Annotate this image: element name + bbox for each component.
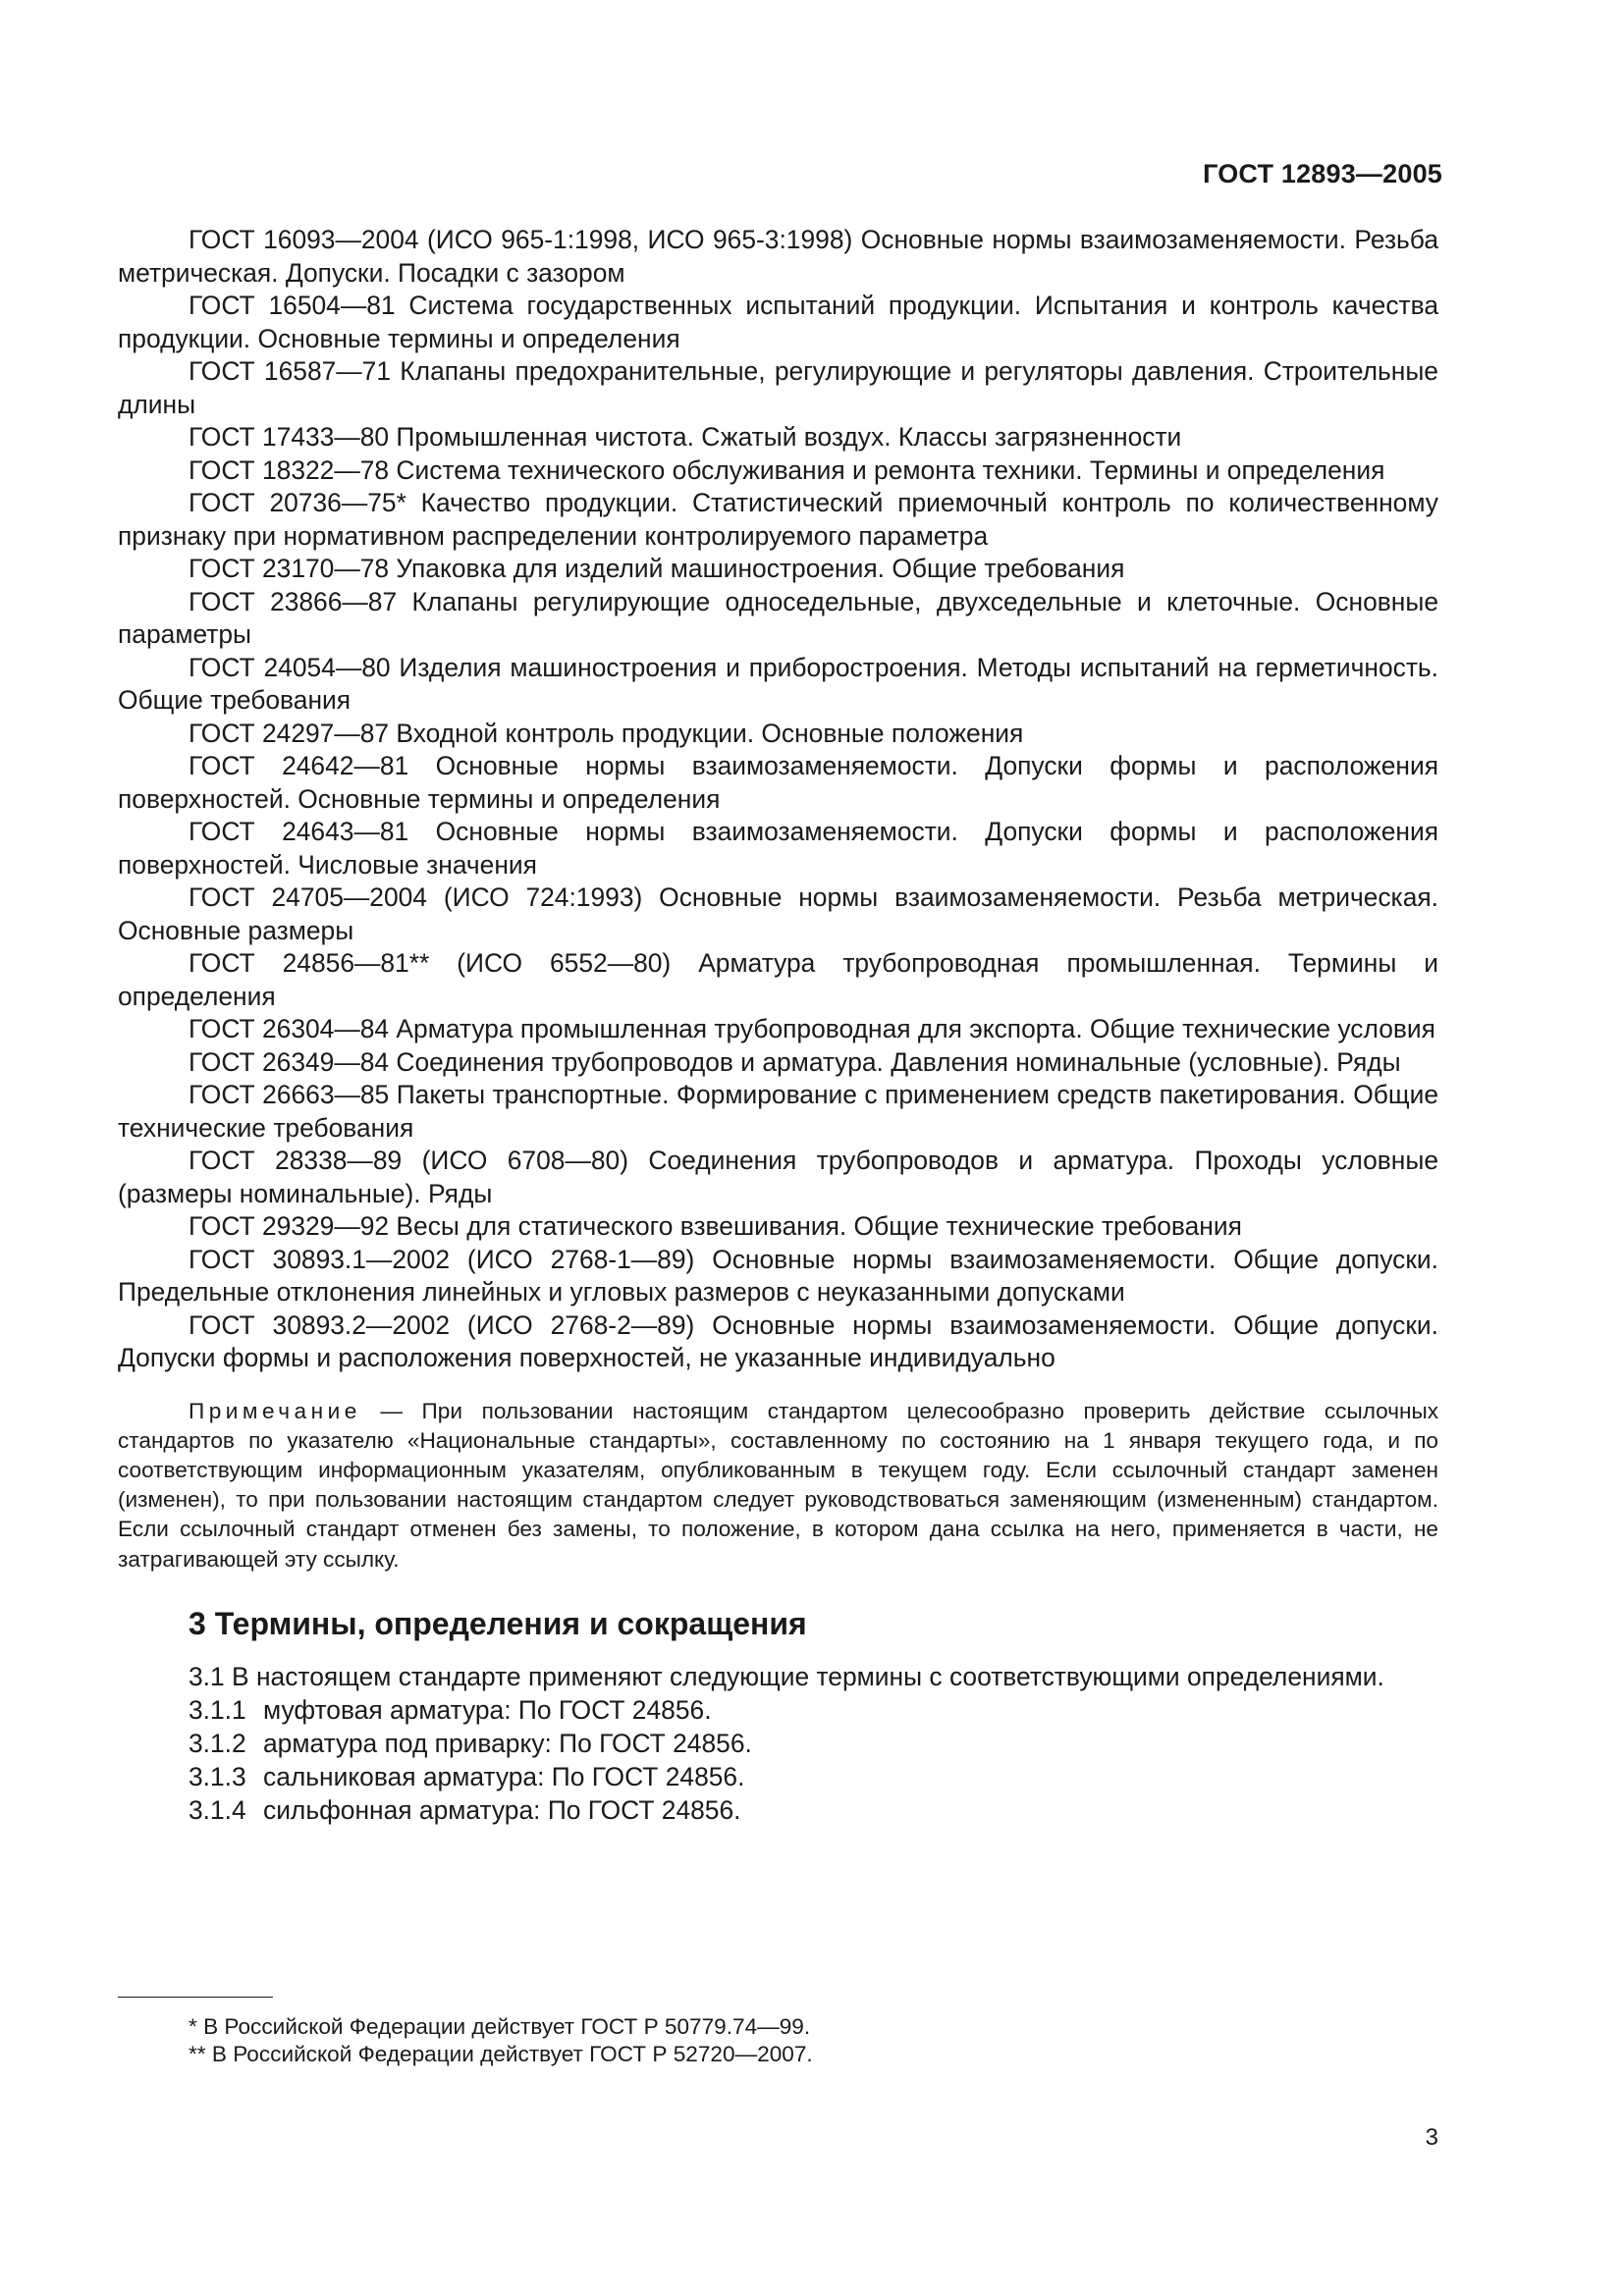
section-heading: 3 Термины, определения и сокращения bbox=[189, 1605, 807, 1641]
reference-item: ГОСТ 30893.1—2002 (ИСО 2768-1—89) Основные нормы взаимозаменяемости. Общие допуски. Предельные отклонения линейных и угловых размеров с неуказанными допусками bbox=[118, 1244, 1438, 1307]
note-text: — При пользовании настоящим стандартом целесообразно проверить действие ссылочных стандартов по указателю «Национальные стандарты», составленному по состоянию на 1 января текущего года, и по соответствующим информационным указателям, опубликованным в текущем году. Если ссылочный стандарт заменен (изменен), то при пользовании настоящим стандартом следует руководствоваться заменяющим (измененным) стандартом. Если ссылочный стандарт отменен без замены, то положение, в котором дана ссылка на него, применяется в части, не затрагивающей эту ссылку. bbox=[118, 1398, 1438, 1572]
reference-item: ГОСТ 28338—89 (ИСО 6708—80) Соединения трубопроводов и арматура. Проходы условные (размеры номинальные). Ряды bbox=[118, 1146, 1438, 1208]
page-number: 3 bbox=[1425, 2124, 1438, 2151]
term-number: 3.1.4 bbox=[189, 1795, 246, 1826]
term-item bbox=[118, 1793, 1438, 1827]
reference-item: ГОСТ 24054—80 Изделия машиностроения и приборостроения. Методы испытаний на герметичность. Общие требования bbox=[118, 652, 1438, 715]
reference-item: ГОСТ 26663—85 Пакеты транспортные. Формирование с применением средств пакетирования. Общие технические требования bbox=[118, 1080, 1438, 1143]
note-label: Примечание bbox=[189, 1398, 361, 1423]
reference-item: ГОСТ 30893.2—2002 (ИСО 2768-2—89) Основные нормы взаимозаменяемости. Общие допуски. Допуски формы и расположения поверхностей, не указанные индивидуально bbox=[118, 1309, 1438, 1372]
footnote-item: * В Российской Федерации действует ГОСТ Р 50779.74—99. bbox=[189, 2014, 811, 2039]
reference-item: ГОСТ 23170—78 Упаковка для изделий машиностроения. Общие требования bbox=[189, 554, 1125, 583]
footnotes bbox=[189, 2013, 813, 2068]
terms-list bbox=[118, 1693, 1438, 1827]
term-item bbox=[118, 1693, 1438, 1727]
reference-item: ГОСТ 26349—84 Соединения трубопроводов и арматура. Давления номинальные (условные). Ряды bbox=[189, 1046, 1401, 1077]
reference-item: ГОСТ 24643—81 Основные нормы взаимозаменяемости. Допуски формы и расположения поверхностей. Числовые значения bbox=[118, 817, 1438, 880]
section-intro-paragraph: 3.1 В настоящем стандарте применяют следующие термины с соответствующими определениями. bbox=[189, 1661, 1384, 1691]
reference-item: ГОСТ 16587—71 Клапаны предохранительные, регулирующие и регуляторы давления. Строительные длины bbox=[118, 356, 1438, 419]
term-text: муфтовая арматура: По ГОСТ 24856. bbox=[263, 1695, 712, 1726]
term-item bbox=[118, 1727, 1438, 1760]
reference-item: ГОСТ 18322—78 Система технического обслуживания и ремонта техники. Термины и определения bbox=[189, 454, 1385, 485]
document-code-header: ГОСТ 12893—2005 bbox=[1203, 159, 1442, 188]
reference-item: ГОСТ 24297—87 Входной контроль продукции. Основные положения bbox=[189, 718, 1024, 748]
term-number: 3.1.2 bbox=[189, 1729, 246, 1759]
term-text: сальниковая арматура: По ГОСТ 24856. bbox=[263, 1762, 745, 1792]
normative-references-list bbox=[118, 224, 1438, 1375]
reference-item: ГОСТ 20736—75* Качество продукции. Статистический приемочный контроль по количественному признаку при нормативном распределении контролируемого параметра bbox=[118, 488, 1438, 551]
term-text: сильфонная арматура: По ГОСТ 24856. bbox=[263, 1795, 741, 1826]
reference-item: ГОСТ 24856—81** (ИСО 6552—80) Арматура трубопроводная промышленная. Термины и определения bbox=[118, 948, 1438, 1011]
reference-item: ГОСТ 26304—84 Арматура промышленная трубопроводная для экспорта. Общие технические условия bbox=[189, 1014, 1435, 1043]
reference-item: ГОСТ 24705—2004 (ИСО 724:1993) Основные нормы взаимозаменяемости. Резьба метрическая. Основные размеры bbox=[118, 882, 1438, 945]
reference-item: ГОСТ 23866—87 Клапаны регулирующие односедельные, двухседельные и клеточные. Основные параметры bbox=[118, 586, 1438, 649]
reference-item: ГОСТ 17433—80 Промышленная чистота. Сжатый воздух. Классы загрязненности bbox=[189, 422, 1182, 452]
page-content bbox=[118, 224, 1438, 1827]
note-block bbox=[118, 1397, 1438, 1575]
term-number: 3.1.3 bbox=[189, 1762, 246, 1792]
term-item bbox=[118, 1760, 1438, 1793]
term-number: 3.1.1 bbox=[189, 1695, 246, 1726]
reference-item: ГОСТ 16093—2004 (ИСО 965-1:1998, ИСО 965-3:1998) Основные нормы взаимозаменяемости. Резьба метрическая. Допуски. Посадки с зазором bbox=[118, 225, 1438, 288]
reference-item: ГОСТ 16504—81 Система государственных испытаний продукции. Испытания и контроль качества продукции. Основные термины и определения bbox=[118, 291, 1438, 353]
footnote-item: ** В Российской Федерации действует ГОСТ Р 52720—2007. bbox=[189, 2042, 813, 2066]
reference-item: ГОСТ 24642—81 Основные нормы взаимозаменяемости. Допуски формы и расположения поверхностей. Основные термины и определения bbox=[118, 751, 1438, 814]
reference-item: ГОСТ 29329—92 Весы для статического взвешивания. Общие технические требования bbox=[189, 1211, 1242, 1241]
footnote-divider bbox=[118, 1997, 273, 1998]
term-text: арматура под приварку: По ГОСТ 24856. bbox=[263, 1729, 752, 1759]
